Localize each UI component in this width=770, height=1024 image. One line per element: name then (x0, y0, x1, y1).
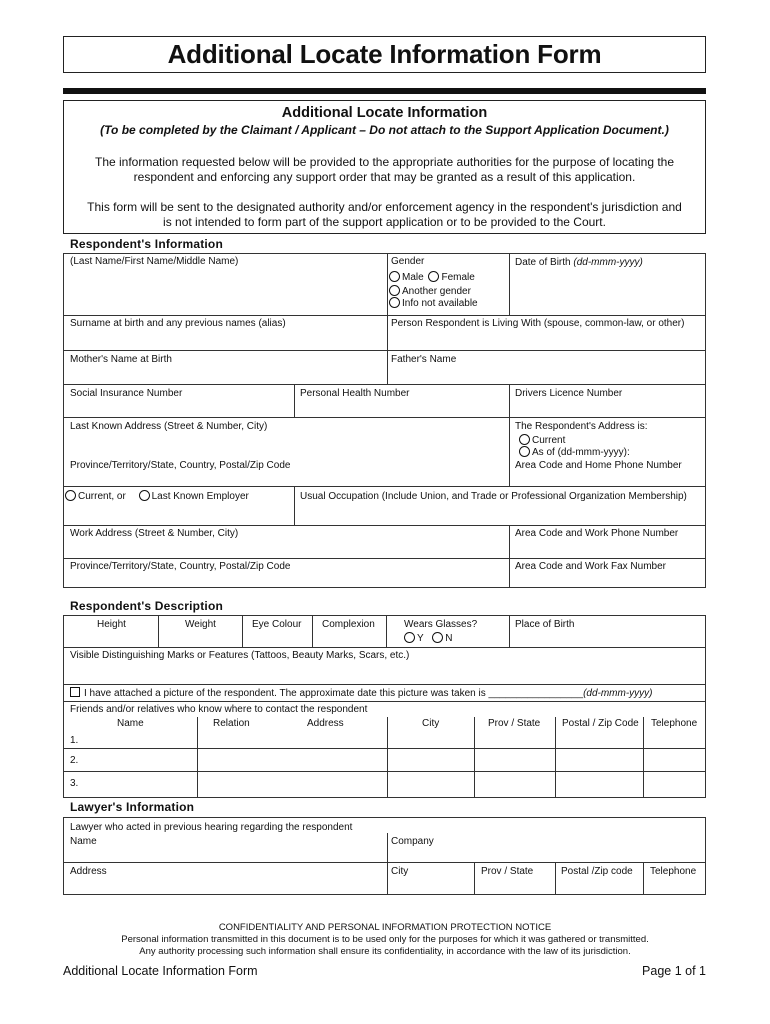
col-phone: Telephone (651, 718, 698, 729)
notice-line2: Any authority processing such information shall ensure its confidentiality, in accordance with the law of its jurisdiction. (139, 946, 631, 957)
intro-heading: Additional Locate Information (281, 105, 488, 121)
dob-label-row (515, 257, 643, 268)
respondent-info-title: Respondent's Information (70, 237, 223, 251)
work-fax-label: Area Code and Work Fax Number (515, 561, 666, 572)
address-asof-radio[interactable] (519, 446, 530, 457)
glasses-no-radio[interactable] (432, 632, 443, 643)
glasses-options-row (404, 632, 453, 644)
friend-row-1: 1. (70, 735, 79, 746)
lawyer-postal-label: Postal /Zip code (561, 866, 633, 877)
gender-female-label: Female (441, 272, 475, 283)
work-phone-label: Area Code and Work Phone Number (515, 528, 679, 539)
glasses-yes-radio[interactable] (404, 632, 415, 643)
lawyer-phone-label: Telephone (650, 866, 697, 877)
dob-format: (dd-mmm-yyyy) (573, 257, 643, 268)
friends-label: Friends and/or relatives who know where to contact the respondent (70, 704, 368, 715)
province-label: Province/Territory/State, Country, Postal/Zip Code (70, 460, 291, 471)
friend-row-2: 2. (70, 755, 79, 766)
gender-na-radio[interactable] (389, 297, 400, 308)
address-current-label: Current (532, 435, 566, 446)
gender-na-label: Info not available (402, 298, 478, 309)
intro-para1-line2: respondent and enforcing any support order that may be granted as a result of this application. (133, 170, 636, 184)
lawyer-address-label: Address (70, 866, 107, 877)
employer-last-radio[interactable] (139, 490, 150, 501)
intro-para2-line2: is not intended to form part of the support application or to be provided to the Court. (163, 215, 606, 229)
employer-options-row (65, 490, 249, 502)
complexion-label: Complexion (322, 619, 375, 630)
picture-text: I have attached a picture of the respondent. The approximate date this picture was taken is _________________ (84, 688, 584, 699)
footer-form-name: Additional Locate Information Form (63, 964, 258, 978)
lawyer-name-label: Name (70, 836, 97, 847)
gender-another-label: Another gender (402, 286, 471, 297)
intro-subheading: (To be completed by the Claimant / Applicant – Do not attach to the Support Application Document.) (100, 123, 669, 137)
col-name: Name (117, 718, 144, 729)
work-address-label: Work Address (Street & Number, City) (70, 528, 239, 539)
description-title: Respondent's Description (70, 599, 224, 613)
gender-another-radio[interactable] (389, 285, 400, 296)
glasses-no-label: N (445, 633, 453, 644)
address-asof-row (519, 446, 630, 458)
notice-line1: Personal information transmitted in this document is to be used only for the purposes for which it was gathered or transmitted. (121, 934, 649, 945)
address-current-radio[interactable] (519, 434, 530, 445)
col-address: Address (307, 718, 344, 729)
living-with-label: Person Respondent is Living With (spouse, common-law, or other) (391, 318, 685, 329)
sin-label: Social Insurance Number (70, 388, 183, 399)
col-postal: Postal / Zip Code (562, 718, 639, 729)
intro-box (63, 100, 706, 234)
gender-female-radio[interactable] (428, 271, 439, 282)
lawyer-prov-label: Prov / State (481, 866, 534, 877)
notice-title: CONFIDENTIALITY AND PERSONAL INFORMATION PROTECTION NOTICE (218, 922, 552, 933)
employer-last-label: Last Known Employer (151, 491, 249, 502)
eye-colour-label: Eye Colour (252, 619, 302, 630)
footer-page: Page 1 of 1 (642, 964, 706, 978)
glasses-yes-label: Y (417, 633, 424, 644)
gender-male-label: Male (402, 272, 424, 283)
glasses-label: Wears Glasses? (404, 619, 478, 630)
lawyer-city-label: City (391, 866, 409, 877)
weight-label: Weight (185, 619, 216, 630)
friend-row-3: 3. (70, 778, 79, 789)
name-label: (Last Name/First Name/Middle Name) (70, 256, 239, 267)
occupation-label: Usual Occupation (Include Union, and Trade or Professional Organization Membership) (300, 491, 687, 502)
address-asof-label: As of (dd-mmm-yyyy): (532, 447, 630, 458)
gender-na-row (389, 297, 478, 309)
dob-label: Date of Birth (515, 257, 571, 268)
col-city: City (422, 718, 440, 729)
lawyer-company-label: Company (391, 836, 434, 847)
intro-para1-line1: The information requested below will be provided to the appropriate authorities for the purpose of locating the (94, 155, 675, 169)
licence-label: Drivers Licence Number (515, 388, 623, 399)
health-number-label: Personal Health Number (300, 388, 410, 399)
gender-male-radio[interactable] (389, 271, 400, 282)
mother-name-label: Mother's Name at Birth (70, 354, 172, 365)
birthplace-label: Place of Birth (515, 619, 575, 630)
col-relation: Relation (213, 718, 250, 729)
lawyer-acted-label: Lawyer who acted in previous hearing regarding the respondent (70, 822, 353, 833)
home-phone-label: Area Code and Home Phone Number (515, 460, 682, 471)
address-label: Last Known Address (Street & Number, City) (70, 421, 268, 432)
employer-current-label: Current, or (78, 491, 126, 502)
title-divider (63, 88, 706, 94)
lawyer-title: Lawyer's Information (70, 800, 195, 814)
surname-label: Surname at birth and any previous names (alias) (70, 318, 286, 329)
employer-current-radio[interactable] (65, 490, 76, 501)
col-prov: Prov / State (488, 718, 541, 729)
gender-label: Gender (391, 256, 425, 267)
address-is-label: The Respondent's Address is: (515, 421, 648, 432)
work-province-label: Province/Territory/State, Country, Postal/Zip Code (70, 561, 291, 572)
picture-format: (dd-mmm-yyyy) (583, 688, 653, 699)
gender-options-row (389, 271, 475, 283)
form-title: Additional Locate Information Form (63, 36, 706, 73)
father-name-label: Father's Name (391, 354, 457, 365)
picture-checkbox[interactable] (70, 687, 80, 697)
address-current-row (519, 434, 565, 446)
height-label: Height (97, 619, 126, 630)
gender-another-row (389, 285, 471, 297)
marks-label: Visible Distinguishing Marks or Features (Tattoos, Beauty Marks, Scars, etc.) (70, 650, 410, 661)
picture-row (70, 687, 653, 699)
intro-para2-line1: This form will be sent to the designated authority and/or enforcement agency in the respondent's jurisdiction and (87, 200, 682, 214)
